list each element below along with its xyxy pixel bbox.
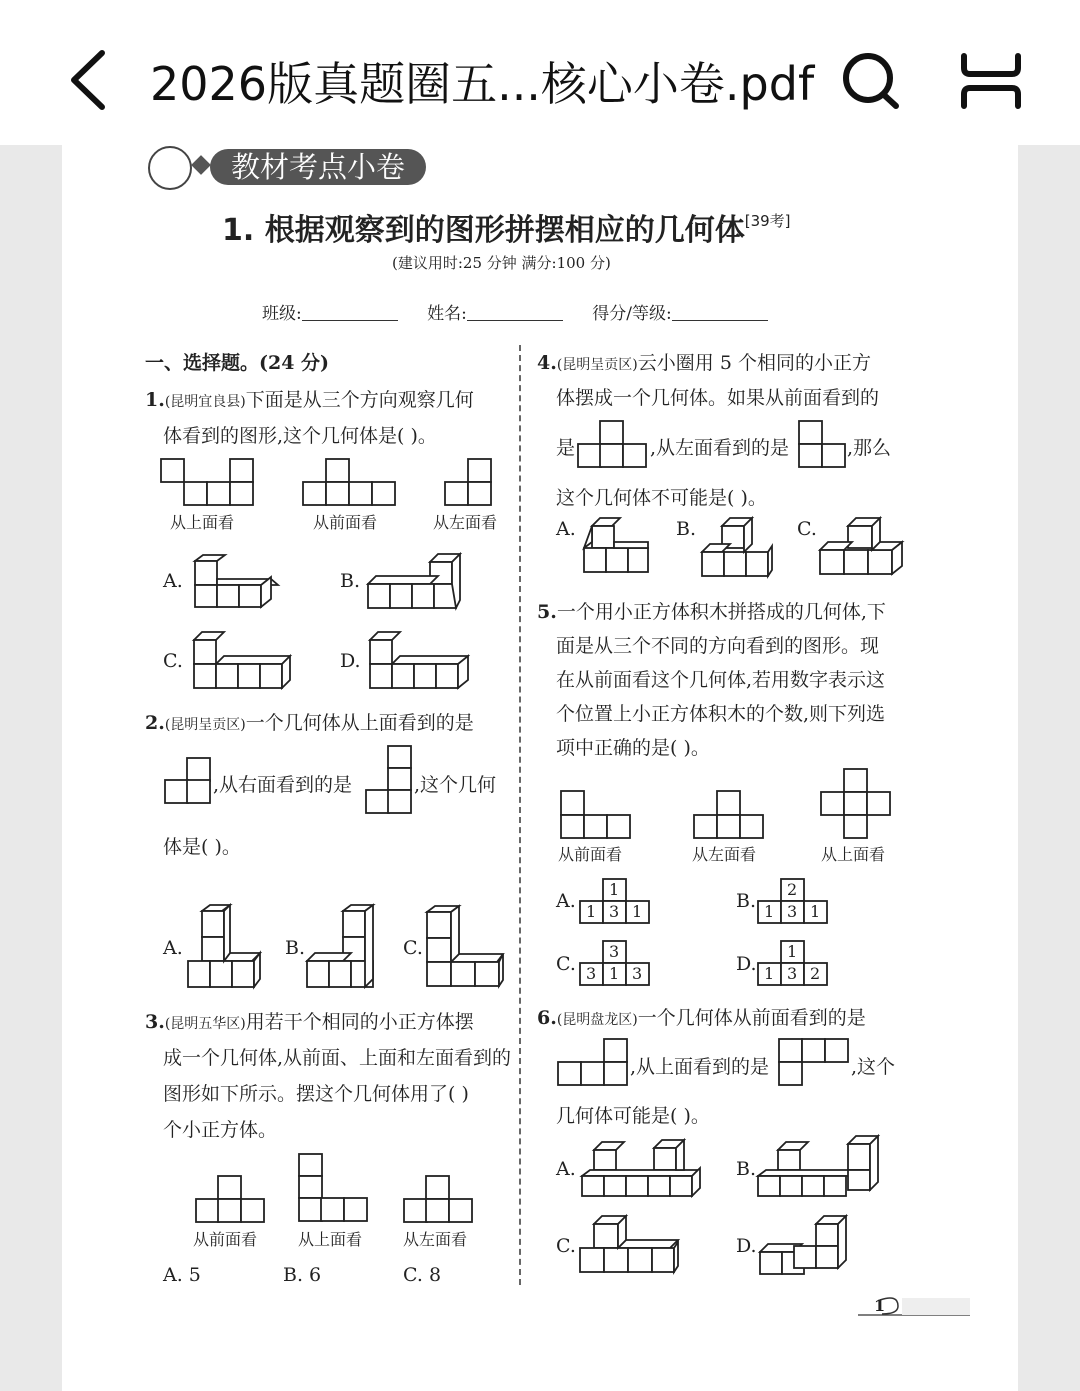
q5-text-line5: 项中正确的是( )。: [556, 737, 710, 759]
q2-option-b[interactable]: B.: [285, 937, 306, 959]
q4-text-post: ,那么: [847, 437, 892, 459]
q4-option-b-figure: [698, 518, 774, 580]
q3-text-line2: 成一个几何体,从前面、上面和左面看到的: [163, 1047, 512, 1069]
q3-text-line4: 个小正方体。: [163, 1119, 278, 1141]
q3-view-top-label: 从上面看: [298, 1230, 363, 1249]
q6-front-view: [556, 1038, 630, 1086]
q5-option-d[interactable]: D.: [736, 953, 757, 975]
q4-text-mid: ,从左面看到的是: [650, 437, 790, 459]
q3-text-line1: 3.(昆明五华区)用若干个相同的小正方体摆: [145, 1011, 474, 1033]
q5-view-front-label: 从前面看: [558, 845, 623, 864]
chevron-left-icon[interactable]: [62, 45, 122, 115]
q1-option-a[interactable]: A.: [163, 570, 183, 592]
exam-count-tag: [39考]: [744, 212, 791, 230]
q3-option-c[interactable]: C. 8: [403, 1264, 442, 1286]
q4-front-view: [577, 420, 649, 468]
q4-option-b[interactable]: B.: [676, 518, 697, 540]
q6-option-a[interactable]: A.: [556, 1158, 576, 1180]
q5-view-top: [820, 768, 892, 840]
q3-view-left-label: 从左面看: [403, 1230, 468, 1249]
q6-text-line3: 几何体可能是( )。: [556, 1105, 710, 1127]
q4-text-line4: 这个几何体不可能是( )。: [556, 487, 767, 509]
section-badge: [148, 146, 433, 188]
section-heading: 一、选择题。(24 分): [145, 352, 330, 374]
q4-text-line1: 4.(昆明呈贡区)云小圈用 5 个相同的小正方: [537, 352, 871, 374]
q3-view-front: [195, 1175, 267, 1223]
q1-view-front-label: 从前面看: [313, 513, 378, 532]
q2-text-mid2: ,这个几何: [414, 774, 497, 796]
q3-view-left: [403, 1175, 475, 1223]
q1-option-b[interactable]: B.: [340, 570, 361, 592]
q6-option-d[interactable]: D.: [736, 1235, 757, 1257]
q4-option-c[interactable]: C.: [797, 518, 817, 540]
document-title: 2026版真题圈五...核心小卷.pdf: [150, 57, 815, 111]
q1-view-top-label: 从上面看: [170, 513, 235, 532]
q1-text-line1: 1.(昆明宜良县)下面是从三个方向观察几何: [145, 389, 474, 411]
menu-icon[interactable]: [958, 50, 1024, 110]
q2-option-a-figure: [186, 905, 266, 991]
q2-right-view: [365, 745, 413, 815]
q2-text-line1: 2.(昆明呈贡区)一个几何体从上面看到的是: [145, 712, 474, 734]
q2-option-a[interactable]: A.: [163, 937, 183, 959]
q1-view-top: [160, 458, 255, 506]
q4-option-a[interactable]: A.: [556, 518, 576, 540]
q1-view-left-label: 从左面看: [433, 513, 498, 532]
q2-option-b-figure: [305, 905, 385, 991]
page-number: 1: [874, 1296, 886, 1315]
q6-option-c[interactable]: C.: [556, 1235, 576, 1257]
q6-option-c-figure: [578, 1214, 682, 1276]
q5-view-left-label: 从左面看: [692, 845, 757, 864]
q6-text-post: ,这个: [851, 1056, 896, 1078]
q2-option-c[interactable]: C.: [403, 937, 423, 959]
q6-option-a-figure: [580, 1136, 710, 1200]
q1-option-c[interactable]: C.: [163, 650, 183, 672]
q5-view-left: [693, 790, 765, 840]
q3-text-line3: 图形如下所示。摆这个几何体用了( ): [163, 1083, 469, 1105]
notebook-icon: [148, 146, 192, 190]
q3-view-top: [298, 1153, 370, 1223]
q5-option-a[interactable]: A.: [556, 890, 576, 912]
q6-text-mid: ,从上面看到的是: [630, 1056, 770, 1078]
student-info-fields: 班级: 姓名: 得分/等级:: [262, 299, 792, 324]
q1-option-d[interactable]: D.: [340, 650, 361, 672]
q4-left-view: [798, 420, 846, 468]
q1-view-left: [444, 458, 494, 506]
q5-text-line1: 5.一个用小正方体积木拼搭成的几何体,下: [537, 601, 886, 623]
q6-option-b-figure: [756, 1136, 884, 1200]
q4-text-line2: 体摆成一个几何体。如果从前面看到的: [556, 387, 880, 409]
q4-text-pre: 是: [556, 437, 576, 459]
q1-option-d-figure: [364, 630, 476, 692]
q4-option-a-figure: [582, 518, 654, 576]
page-title: 1. 根据观察到的图形拼摆相应的几何体[39考]: [222, 212, 791, 248]
q1-text-line2: 体看到的图形,这个几何体是( )。: [163, 425, 437, 447]
q2-text-mid1: ,从右面看到的是: [213, 774, 353, 796]
time-score-note: (建议用时:25 分钟 满分:100 分): [392, 254, 611, 272]
q5-view-front: [560, 790, 632, 840]
q6-top-view: [777, 1038, 851, 1086]
app-bar: [0, 0, 1080, 145]
q5-option-c[interactable]: C.: [556, 953, 576, 975]
q1-option-b-figure: [360, 552, 470, 614]
badge-label: 教材考点小卷: [210, 149, 426, 185]
q6-text-line1: 6.(昆明盘龙区)一个几何体从前面看到的是: [537, 1007, 866, 1029]
column-divider: [519, 345, 521, 1285]
q5-text-line3: 在从前面看这个几何体,若用数字表示这: [556, 669, 886, 691]
q3-option-b[interactable]: B. 6: [283, 1264, 322, 1286]
q3-view-front-label: 从前面看: [193, 1230, 258, 1249]
q5-view-top-label: 从上面看: [821, 845, 886, 864]
q2-option-c-figure: [425, 906, 505, 990]
q4-option-c-figure: [818, 518, 908, 578]
q1-view-front: [302, 458, 397, 506]
q2-text-line3: 体是( )。: [163, 836, 241, 858]
q3-option-a[interactable]: A. 5: [163, 1264, 201, 1286]
q5-option-b[interactable]: B.: [736, 890, 757, 912]
q6-option-b[interactable]: B.: [736, 1158, 757, 1180]
q1-option-a-figure: [187, 555, 282, 611]
q5-text-line4: 个位置上小正方体积木的个数,则下列选: [556, 703, 886, 725]
q6-option-d-figure: [758, 1214, 862, 1276]
q2-top-view: [164, 757, 212, 805]
search-icon[interactable]: [838, 50, 904, 110]
q1-option-c-figure: [188, 632, 298, 692]
q5-text-line2: 面是从三个不同的方向看到的图形。现: [556, 635, 880, 657]
